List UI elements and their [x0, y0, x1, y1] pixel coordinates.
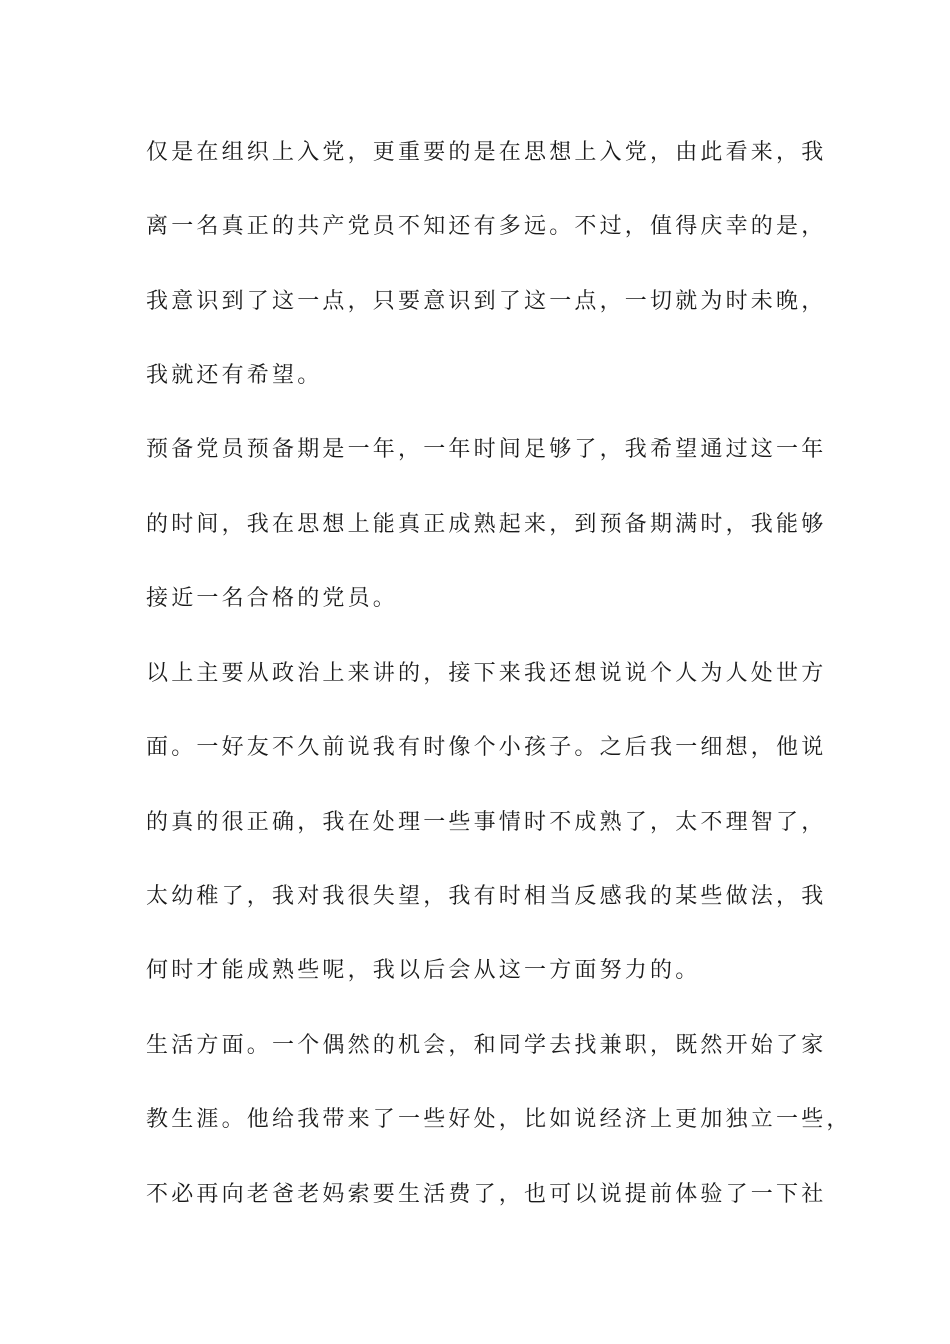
text-line: 仅是在组织上入党，更重要的是在思想上入党，由此看来，我: [146, 140, 827, 165]
text-line: 太幼稚了，我对我很失望，我有时相当反感我的某些做法，我: [146, 884, 827, 909]
text-line: 生活方面。一个偶然的机会，和同学去找兼职，既然开始了家: [146, 1033, 827, 1058]
text-line: 的真的很正确，我在处理一些事情时不成熟了，太不理智了，: [146, 810, 827, 835]
text-line: 我就还有希望。: [146, 363, 323, 388]
text-line: 的时间，我在思想上能真正成熟起来，到预备期满时，我能够: [146, 512, 827, 537]
text-line: 不必再向老爸老妈索要生活费了，也可以说提前体验了一下社: [146, 1182, 827, 1207]
text-line: 接近一名合格的党员。: [146, 586, 399, 611]
text-line: 离一名真正的共产党员不知还有多远。不过，值得庆幸的是，: [146, 214, 827, 239]
text-line: 教生涯。他给我带来了一些好处，比如说经济上更加独立一些，: [146, 1107, 852, 1132]
text-line: 何时才能成熟些呢，我以后会从这一方面努力的。: [146, 958, 701, 983]
text-line: 以上主要从政治上来讲的，接下来我还想说说个人为人处世方: [146, 661, 827, 686]
text-line: 我意识到了这一点，只要意识到了这一点，一切就为时未晚，: [146, 289, 827, 314]
text-line: 预备党员预备期是一年，一年时间足够了，我希望通过这一年: [146, 437, 827, 462]
text-line: 面。一好友不久前说我有时像个小孩子。之后我一细想，他说: [146, 735, 827, 760]
